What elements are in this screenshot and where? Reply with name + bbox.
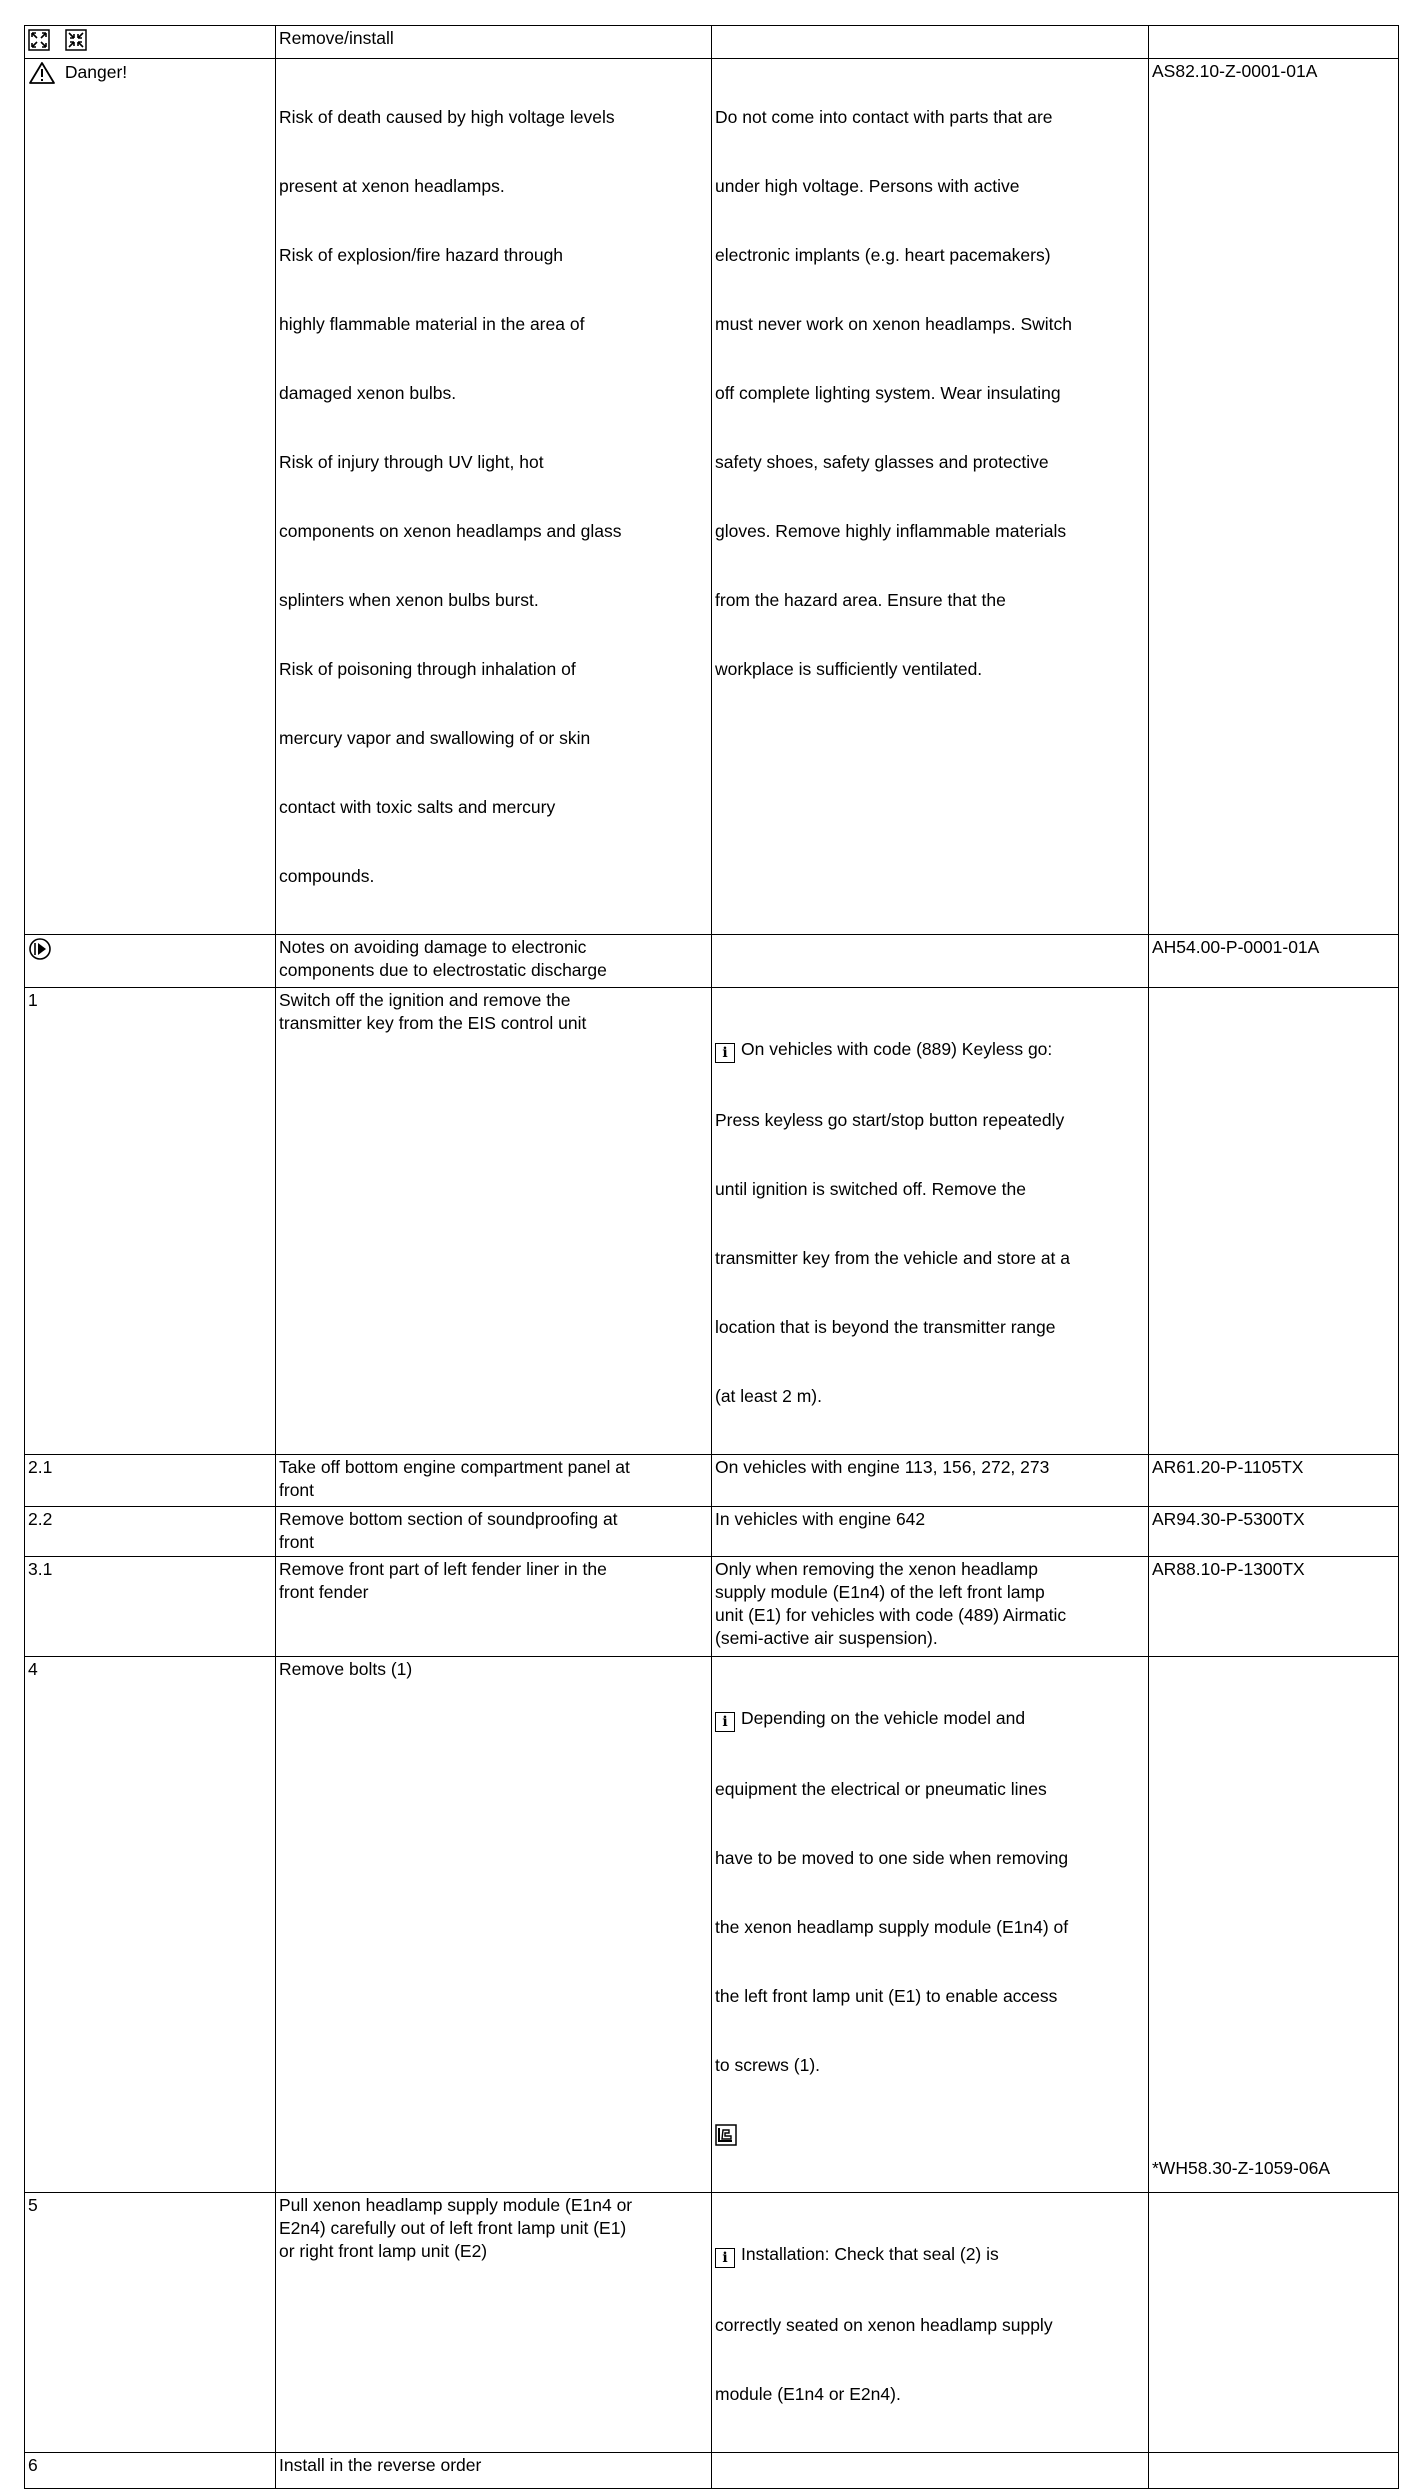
reference-cell [1149,59,1399,935]
reference-link[interactable]: AR61.20-P-1105TX [1152,1457,1304,1477]
action-cell [276,1507,712,1557]
note-text: module (E1n4 or E2n4). [715,2384,901,2405]
action-text: Risk of injury through UV light, hot [279,452,544,472]
note-text: Installation: Check that seal (2) is [741,2244,999,2265]
note-cell [712,26,1149,59]
reference-cell [1149,988,1399,1455]
step-cell [25,2453,276,2489]
action-text: Risk of poisoning through inhalation of [279,659,576,679]
action-text: Risk of explosion/fire hazard through [279,245,564,265]
note-text: from the hazard area. Ensure that the [715,590,1006,610]
action-cell [276,2453,712,2489]
action-text: Remove bolts (1) [279,1659,413,1679]
note-text: under high voltage. Persons with active [715,176,1020,196]
note-cell [712,988,1149,1455]
note-text: transmitter key from the vehicle and store at a [715,1248,1071,1268]
note-text: location that is beyond the transmitter range [715,1317,1056,1337]
step-cell [25,59,276,935]
step-cell [25,935,276,988]
info-icon: i [715,2248,735,2268]
step-number: 6 [28,2455,38,2476]
action-cell [276,1657,712,2193]
step-cell [25,2193,276,2453]
reference-link[interactable]: AR88.10-P-1300TX [1152,1559,1305,1579]
reference-cell [1149,1507,1399,1557]
step-cell [25,988,276,1455]
step-cell [25,1455,276,1507]
action-text: front [279,1480,315,1500]
action-text: Risk of death caused by high voltage levels [279,107,615,127]
info-icon: i [715,1043,735,1063]
note-cell [712,1657,1149,2193]
step-cell [25,1557,276,1657]
note-text: Only when removing the xenon headlamp [715,1559,1038,1579]
table-row [25,1455,1399,1507]
action-text: transmitter key from the EIS control unit [279,1013,587,1033]
reference-link[interactable]: *WH58.30-Z-1059-06A [1152,2158,1330,2179]
step-number: 2.1 [28,1457,53,1477]
action-text: Remove front part of left fender liner in the [279,1559,607,1579]
remove-icon [28,29,50,51]
action-text: Remove bottom section of soundproofing at [279,1509,618,1529]
action-text: Pull xenon headlamp supply module (E1n4 or [279,2195,633,2216]
action-text: Switch off the ignition and remove the [279,990,571,1010]
note-text: In vehicles with engine 642 [715,1509,926,1529]
action-text: components due to electrostatic discharge [279,960,607,980]
note-cell [712,59,1149,935]
action-text: present at xenon headlamps. [279,176,505,196]
table-row [25,1507,1399,1557]
step-number: 1 [28,990,38,1010]
action-text: splinters when xenon bulbs burst. [279,590,539,610]
note-text: gloves. Remove highly inflammable materials [715,521,1067,541]
install-icon [65,29,87,51]
action-cell [276,59,712,935]
action-cell [276,1455,712,1507]
note-text: the xenon headlamp supply module (E1n4) of [715,1917,1069,1937]
esd-icon [28,937,52,961]
action-text: damaged xenon bulbs. [279,383,457,403]
danger-label: Danger! [64,62,128,82]
note-text: until ignition is switched off. Remove the [715,1179,1026,1199]
reference-cell [1149,935,1399,988]
step-number: 4 [28,1659,38,1679]
step-cell [25,26,276,59]
action-text: highly flammable material in the area of [279,314,585,334]
note-text: supply module (E1n4) of the left front lamp [715,1582,1045,1602]
note-cell [712,2453,1149,2489]
action-cell [276,2193,712,2453]
note-text: Do not come into contact with parts that are [715,107,1053,127]
action-text: compounds. [279,866,375,886]
note-text: (semi-active air suspension). [715,1628,938,1648]
action-text: E2n4) carefully out of left front lamp unit (E1) [279,2218,627,2239]
reference-link[interactable]: AS82.10-Z-0001-01A [1152,61,1318,81]
note-text: must never work on xenon headlamps. Switch [715,314,1072,334]
action-text: Install in the reverse order [279,2455,482,2476]
note-text: to screws (1). [715,2055,821,2075]
step-number: 3.1 [28,1559,53,1579]
table-row [25,2453,1399,2489]
action-text: contact with toxic salts and mercury [279,797,556,817]
note-cell [712,2193,1149,2453]
action-cell [276,1557,712,1657]
note-text: On vehicles with engine 113, 156, 272, 273 [715,1457,1050,1477]
note-text: workplace is sufficiently ventilated. [715,659,983,679]
graphic-reference-icon[interactable] [715,2124,737,2146]
reference-link[interactable]: AH54.00-P-0001-01A [1152,937,1320,957]
table-row [25,1557,1399,1657]
action-text: front [279,1532,315,1552]
reference-cell [1149,1455,1399,1507]
step-number: 5 [28,2195,38,2216]
note-text: equipment the electrical or pneumatic lines [715,1779,1047,1799]
reference-cell [1149,1557,1399,1657]
note-text: On vehicles with code (889) Keyless go: [741,1039,1053,1059]
step-number: 2.2 [28,1509,53,1529]
action-cell [276,26,712,59]
note-text: off complete lighting system. Wear insulating [715,383,1061,403]
action-text: Notes on avoiding damage to electronic [279,937,587,957]
note-cell [712,935,1149,988]
table-row [25,2193,1399,2453]
note-text: safety shoes, safety glasses and protective [715,452,1049,472]
step-cell [25,1657,276,2193]
note-text: correctly seated on xenon headlamp supply [715,2315,1053,2336]
reference-cell [1149,2453,1399,2489]
table-row [25,988,1399,1455]
note-text: (at least 2 m). [715,1386,822,1406]
note-text: electronic implants (e.g. heart pacemakers) [715,245,1051,265]
reference-cell [1149,1657,1399,2193]
action-text: Remove/install [279,28,394,48]
note-text: have to be moved to one side when removing [715,1848,1069,1868]
note-text: unit (E1) for vehicles with code (489) Airmatic [715,1605,1067,1625]
table-row [25,935,1399,988]
note-text: Press keyless go start/stop button repeatedly [715,1110,1065,1130]
note-text: Depending on the vehicle model and [741,1708,1026,1728]
step-cell [25,1507,276,1557]
note-cell [712,1557,1149,1657]
action-text: Take off bottom engine compartment panel at [279,1457,630,1477]
reference-cell [1149,26,1399,59]
action-text: front fender [279,1582,369,1602]
reference-cell [1149,2193,1399,2453]
table-row [25,1657,1399,2193]
info-icon: i [715,1712,735,1732]
reference-link[interactable]: AR94.30-P-5300TX [1152,1509,1305,1529]
note-text: the left front lamp unit (E1) to enable access [715,1986,1058,2006]
action-text: components on xenon headlamps and glass [279,521,622,541]
table-row [25,59,1399,935]
action-text: mercury vapor and swallowing of or skin [279,728,591,748]
warning-triangle-icon [28,61,56,85]
procedure-table [24,25,1399,2489]
action-cell [276,988,712,1455]
note-cell [712,1455,1149,1507]
table-row [25,26,1399,59]
note-cell [712,1507,1149,1557]
action-cell [276,935,712,988]
action-text: or right front lamp unit (E2) [279,2241,488,2262]
